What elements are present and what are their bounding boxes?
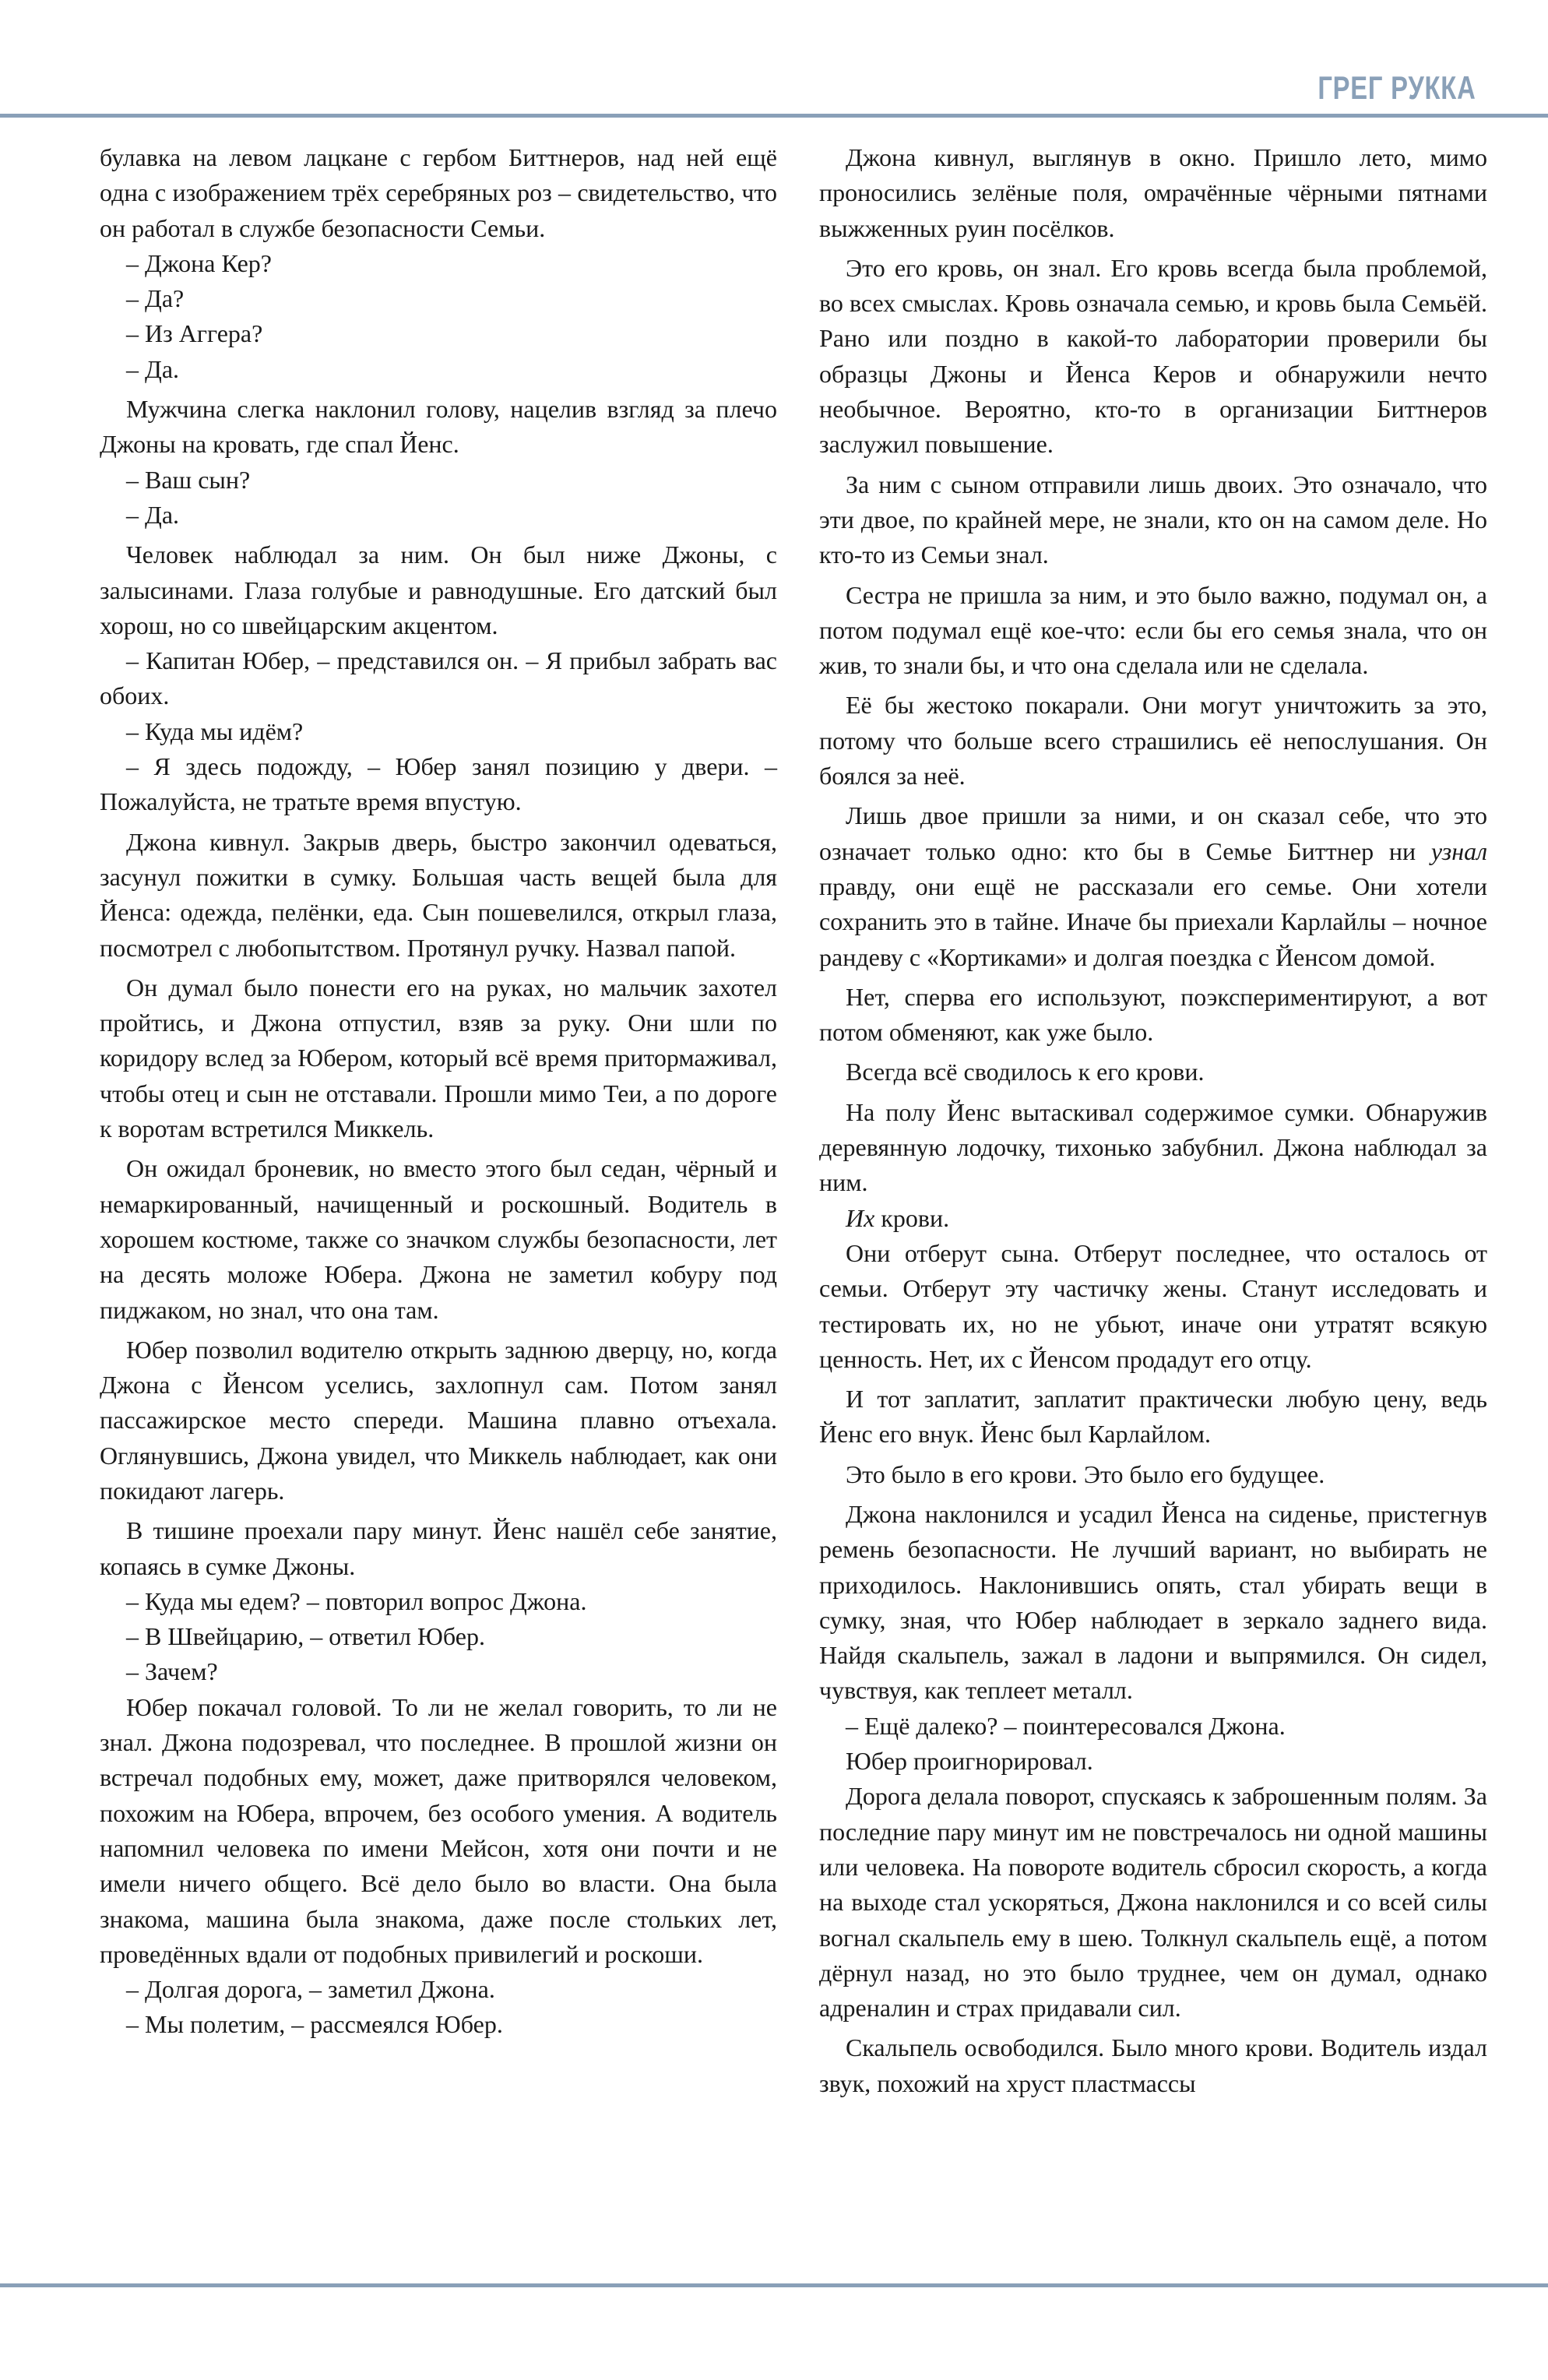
paragraph: Мужчина слегка наклонил голову, нацелив взгляд за плечо Джоны на кровать, где спал Йенс. (100, 395, 777, 459)
paragraph: – Джона Кер? (126, 248, 272, 277)
paragraph: Скальпель освободился. Было много крови. Водитель издал звук, похожий на хруст пластмассы (819, 2033, 1487, 2097)
paragraph: Они отберут сына. Отберут последнее, что осталось от семьи. Отберут эту частичку жены. Станут исследовать и тестировать их, но не убьют, иначе они утратят всякую ценность. Нет, их с Йенсом продадут его отцу. (819, 1238, 1487, 1373)
paragraph: – Да. (126, 500, 180, 529)
paragraph: Он ожидал броневик, но вместо этого был седан, чёрный и немаркированный, начищенный и роскошный. Водитель в хорошем костюме, также со значком службы безопасности, лет на десять моложе Юбера. Джона не заметил кобуру под пиджаком, но знал, что она там. (100, 1154, 777, 1324)
paragraph: За ним с сыном отправили лишь двоих. Это означало, что эти двое, по крайней мере, не знали, кто он на самом деле. Но кто-то из Семьи знал. (819, 470, 1487, 569)
italic-emphasis: узнал (1430, 836, 1488, 865)
paragraph: – Мы полетим, – рассмеялся Юбер. (126, 2010, 503, 2039)
paragraph: – Куда мы едем? – повторил вопрос Джона. (126, 1586, 587, 1615)
paragraph (819, 1201, 1487, 1236)
paragraph: – Я здесь подожду, – Юбер занял позицию у двери. – Пожалуйста, не тратьте время впустую. (100, 752, 777, 816)
running-header-author: ГРЕГ РУККА (1318, 69, 1476, 106)
paragraph: Джона кивнул, выглянув в окно. Пришло лето, мимо проносились зелёные поля, омрачённые чёрными пятнами выжженных руин посёлков. (819, 143, 1487, 242)
paragraph: – Долгая дорога, – заметил Джона. (126, 1975, 495, 2004)
paragraph (819, 798, 1487, 974)
paragraph: – Да? (126, 284, 185, 313)
paragraph: И тот заплатит, заплатит практически любую цену, ведь Йенс его внук. Йенс был Карлайлом. (819, 1385, 1487, 1449)
left-text-column (100, 140, 777, 2043)
paragraph: Это его кровь, он знал. Его кровь всегда была проблемой, во всех смыслах. Кровь означала семью, и кровь была Семьёй. Рано или поздно в какой-то лаборатории проверили бы образцы Джоны и Йенса Керов и обнаружили нечто необычное. Вероятно, кто-то в организации Биттнеров заслужил повышение. (819, 253, 1487, 459)
paragraph: булавка на левом лацкане с гербом Биттнеров, над ней ещё одна с изображением трёх серебряных роз – свидетельство, что он работал в службе безопасности Семьи. (100, 143, 777, 242)
header-divider (0, 114, 1548, 118)
paragraph: В тишине проехали пару минут. Йенс нашёл себе занятие, копаясь в сумке Джоны. (100, 1516, 777, 1580)
right-text-column (819, 140, 1487, 2101)
paragraph: Нет, сперва его используют, поэкспериментируют, а вот потом обменяют, как уже было. (819, 982, 1487, 1047)
paragraph: Джона наклонился и усадил Йенса на сиденье, пристегнув ремень безопасности. Не лучший вариант, но выбирать не приходилось. Наклонившись опять, стал убирать вещи в сумку, зная, что Юбер наблюдает в зеркало заднего вида. Найдя скальпель, зажал в ладони и выпрямился. Он сидел, чувствуя, как теплеет металл. (819, 1499, 1487, 1705)
paragraph: Её бы жестоко покарали. Они могут уничтожить за это, потому что больше всего страшились её непослушания. Он боялся за неё. (819, 691, 1487, 790)
paragraph: – В Швейцарию, – ответил Юбер. (126, 1622, 485, 1651)
footer-divider (0, 2283, 1548, 2287)
paragraph: – Куда мы идём? (126, 716, 304, 745)
paragraph: – Да. (126, 354, 180, 383)
paragraph: Всегда всё сводилось к его крови. (846, 1058, 1205, 1086)
paragraph: Человек наблюдал за ним. Он был ниже Джоны, с залысинами. Глаза голубые и равнодушные. Его датский был хорош, но со швейцарским акцентом. (100, 540, 777, 639)
paragraph: Он думал было понести его на руках, но мальчик захотел пройтись, и Джона отпустил, взяв за руку. Они шли по коридору вслед за Юбером, который всё время притормаживал, чтобы отец и сын не отставали. Прошли мимо Теи, а по дороге к воротам встретился Миккель. (100, 973, 777, 1143)
paragraph: Юбер покачал головой. То ли не желал говорить, то ли не знал. Джона подозревал, что последнее. В прошлой жизни он встречал подобных ему, может, даже притворялся человеком, похожим на Юбера, впрочем, без особого умения. А водитель напомнил человека по имени Мейсон, хотя они почти и не имели ничего общего. Всё дело было во власти. Она была знакома, машина была знакома, даже после стольких лет, проведённых вдали от подобных привилегий и роскоши. (100, 1692, 777, 1968)
text-run: крови. (881, 1203, 950, 1232)
paragraph: – Капитан Юбер, – представился он. – Я прибыл забрать вас обоих. (100, 646, 777, 710)
paragraph: Дорога делала поворот, спускаясь к заброшенным полям. За последние пару минут им не повстречалось ни одной машины или человека. На повороте водитель сбросил скорость, а когда на выходе стал ускоряться, Джона наклонился и со всей силы вогнал скальпель ему в шею. Толкнул скальпель ещё, а потом дёрнул назад, но это было труднее, чем он думал, однако адреналин и страх придавали сил. (819, 1782, 1487, 2023)
text-run: Лишь двое пришли за ними, и он сказал себе, что это означает только одно: кто бы в Семье Биттнер ни (819, 801, 1487, 865)
paragraph: – Зачем? (126, 1657, 218, 1686)
paragraph: Юбер проигнорировал. (846, 1747, 1093, 1776)
paragraph: Джона кивнул. Закрыв дверь, быстро закончил одеваться, засунул пожитки в сумку. Большая часть вещей была для Йенса: одежда, пелёнки, еда. Сын пошевелился, открыл глаза, посмотрел с любопытством. Протянул ручку. Назвал папой. (100, 827, 777, 962)
text-run: правду, они ещё не рассказали его семье. Они хотели сохранить это в тайне. Иначе бы приехали Карлайлы – ночное рандеву с «Кортиками» и долгая поездка с Йенсом домой. (819, 871, 1487, 971)
paragraph: – Ваш сын? (126, 465, 251, 494)
paragraph: Сестра не пришла за ним, и это было важно, подумал он, а потом подумал ещё кое-что: если бы его семья знала, что он жив, то знали бы, и что она сделала или не сделала. (819, 580, 1487, 680)
paragraph: – Ещё далеко? – поинтересовался Джона. (846, 1711, 1286, 1740)
paragraph: Это было в его крови. Это было его будущее. (846, 1459, 1325, 1488)
paragraph: На полу Йенс вытаскивал содержимое сумки. Обнаружив деревянную лодочку, тихонько забубнил. Джона наблюдал за ним. (819, 1097, 1487, 1197)
paragraph: – Из Аггера? (126, 319, 263, 348)
italic-emphasis: Их (846, 1203, 875, 1232)
paragraph: Юбер позволил водителю открыть заднюю дверцу, но, когда Джона с Йенсом уселись, захлопнул сам. Потом занял пассажирское место спереди. Машина плавно отъехала. Оглянувшись, Джона увидел, что Миккель наблюдает, как они покидают лагерь. (100, 1335, 777, 1505)
